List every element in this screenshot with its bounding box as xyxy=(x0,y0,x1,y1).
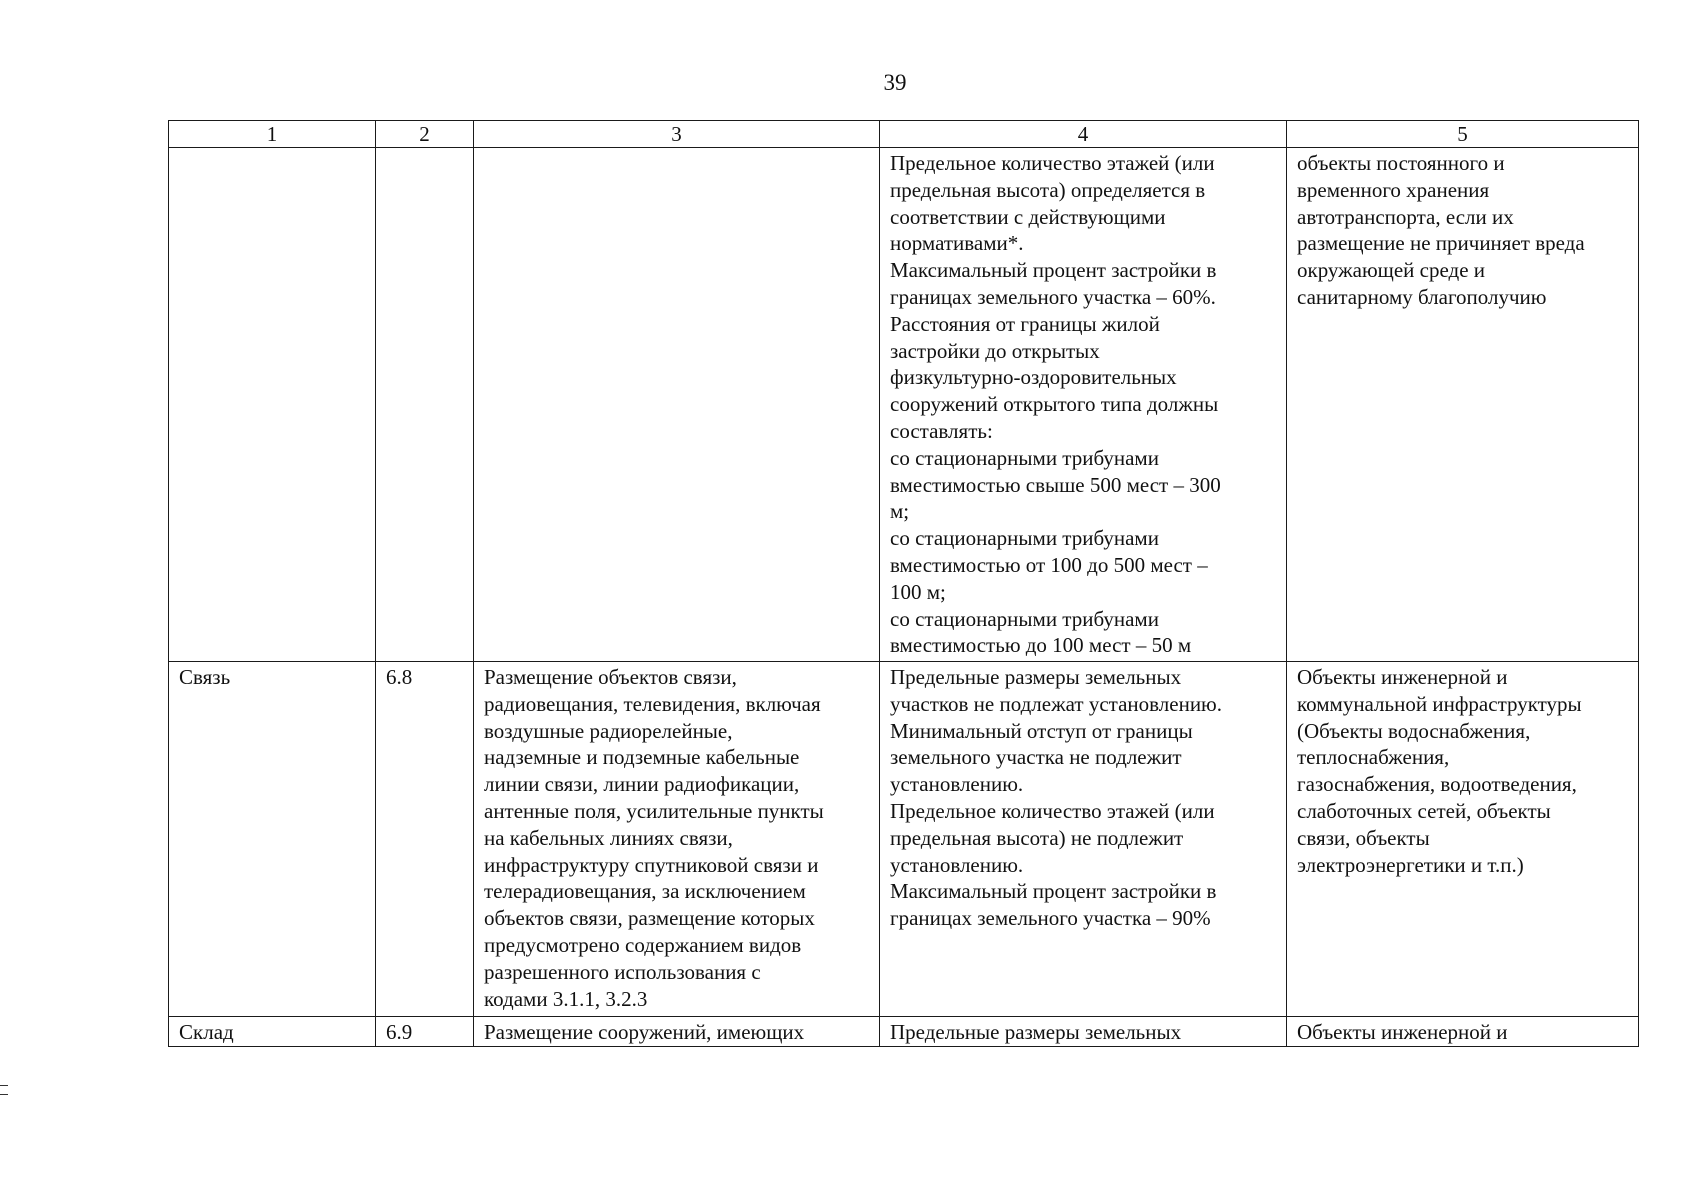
cell-text-line: телерадиовещания, за исключением xyxy=(484,879,806,904)
auxiliary-uses-cell xyxy=(1287,148,1639,662)
cell-text-line: физкультурно-оздоровительных xyxy=(890,365,1177,390)
cell-text-line: коммунальной инфраструктуры xyxy=(1297,691,1582,716)
use-description-cell xyxy=(474,148,880,662)
cell-text-line: временного хранения xyxy=(1297,177,1490,202)
cell-text-line: вместимостью от 100 до 500 мест – xyxy=(890,552,1208,577)
cell-text-line: составлять: xyxy=(890,418,993,443)
cell-text-line: предельная высота) определяется в xyxy=(890,177,1206,202)
cell-text-line: границах земельного участка – 90% xyxy=(890,906,1211,931)
cell-text-line: Объекты инженерной и xyxy=(1297,1020,1508,1044)
cell-text-line: на кабельных линиях связи, xyxy=(484,825,733,850)
column-header-4: 4 xyxy=(880,121,1287,148)
cell-text-line: электроэнергетики и т.п.) xyxy=(1297,852,1524,877)
column-header-1: 1 xyxy=(169,121,376,148)
cell-text-line: м; xyxy=(890,499,910,524)
use-description-cell xyxy=(474,662,880,1017)
cell-text-line: предусмотрено содержанием видов xyxy=(484,932,802,957)
cell-text-line: разрешенного использования с xyxy=(484,959,761,984)
parameters-cell xyxy=(880,148,1287,662)
cell-text-line: кодами 3.1.1, 3.2.3 xyxy=(484,986,648,1011)
cell-text-line: автотранспорта, если их xyxy=(1297,204,1514,229)
cell-text-line: теплоснабжения, xyxy=(1297,745,1450,770)
cell-text-line: вместимостью свыше 500 мест – 300 xyxy=(890,472,1221,497)
cell-text-line: надземные и подземные кабельные xyxy=(484,745,800,770)
cell-text-line: Предельное количество этажей (или xyxy=(890,798,1215,823)
use-code-cell xyxy=(376,148,474,662)
cell-text-line: объектов связи, размещение которых xyxy=(484,906,815,931)
cell-text-line: установлению. xyxy=(890,772,1024,797)
cell-text-line: линии связи, линии радиофикации, xyxy=(484,772,800,797)
use-name-cell xyxy=(169,148,376,662)
auxiliary-uses-cell xyxy=(1287,662,1639,1017)
cell-text-line: воздушные радиорелейные, xyxy=(484,718,733,743)
cell-text-line: Расстояния от границы жилой xyxy=(890,311,1160,336)
cell-text-line: слаботочных сетей, объекты xyxy=(1297,798,1551,823)
use-code-cell: 6.9 xyxy=(376,1017,474,1047)
parameters-cell xyxy=(880,1017,1287,1047)
cell-text-line: застройки до открытых xyxy=(890,338,1100,363)
parameters-cell xyxy=(880,662,1287,1017)
cell-text-line: Объекты инженерной и xyxy=(1297,665,1508,689)
cell-text-line: Предельное количество этажей (или xyxy=(890,151,1215,175)
auxiliary-uses-cell xyxy=(1287,1017,1639,1047)
cell-text-line: Минимальный отступ от границы xyxy=(890,718,1193,743)
cell-text-line: со стационарными трибунами xyxy=(890,526,1159,551)
land-use-table xyxy=(168,120,1639,1047)
table-row-svyaz xyxy=(169,662,1639,1017)
cell-text-line: размещение не причиняет вреда xyxy=(1297,231,1585,256)
cell-text-line: Предельные размеры земельных xyxy=(890,665,1182,689)
table-row-sklad xyxy=(169,1017,1639,1047)
cell-text-line: соответствии с действующими xyxy=(890,204,1166,229)
cell-text-line: инфраструктуру спутниковой связи и xyxy=(484,852,819,877)
cell-text-line: Размещение сооружений, имеющих xyxy=(484,1020,805,1044)
cell-text-line: Размещение объектов связи, xyxy=(484,665,737,689)
cell-text-line: установлению. xyxy=(890,852,1024,877)
column-header-5: 5 xyxy=(1287,121,1639,148)
cell-text-line: Максимальный процент застройки в xyxy=(890,879,1217,904)
cell-text-line: земельного участка не подлежит xyxy=(890,745,1182,770)
cell-text-line: 100 м; xyxy=(890,579,946,604)
cell-text-line: со стационарными трибунами xyxy=(890,606,1159,631)
cell-text-line: участков не подлежат установлению. xyxy=(890,691,1222,716)
table-row-continued xyxy=(169,148,1639,662)
cell-text-line: предельная высота) не подлежит xyxy=(890,825,1184,850)
use-code-cell: 6.8 xyxy=(376,662,474,1017)
cell-text-line: окружающей среде и xyxy=(1297,258,1486,283)
page-number: 39 xyxy=(883,70,907,95)
column-header-2: 2 xyxy=(376,121,474,148)
cell-text-line: Максимальный процент застройки в xyxy=(890,258,1217,283)
cell-text-line: радиовещания, телевидения, включая xyxy=(484,691,821,716)
cell-text-line: границах земельного участка – 60%. xyxy=(890,284,1216,309)
cell-text-line: сооружений открытого типа должны xyxy=(890,392,1219,417)
cell-text-line: санитарному благополучию xyxy=(1297,284,1547,309)
cell-text-line: антенные поля, усилительные пункты xyxy=(484,798,824,823)
cell-text-line: газоснабжения, водоотведения, xyxy=(1297,772,1577,797)
cell-text-line: нормативами*. xyxy=(890,231,1024,256)
column-header-3: 3 xyxy=(474,121,880,148)
scan-edge-mark xyxy=(0,1085,8,1095)
use-name-cell: Связь xyxy=(169,662,376,1017)
cell-text-line: вместимостью до 100 мест – 50 м xyxy=(890,633,1192,658)
cell-text-line: (Объекты водоснабжения, xyxy=(1297,718,1531,743)
cell-text-line: Предельные размеры земельных xyxy=(890,1020,1182,1044)
cell-text-line: связи, объекты xyxy=(1297,825,1430,850)
cell-text-line: объекты постоянного и xyxy=(1297,151,1505,175)
use-name-cell: Склад xyxy=(169,1017,376,1047)
use-description-cell xyxy=(474,1017,880,1047)
cell-text-line: со стационарными трибунами xyxy=(890,445,1159,470)
table-header-row xyxy=(169,121,1639,148)
